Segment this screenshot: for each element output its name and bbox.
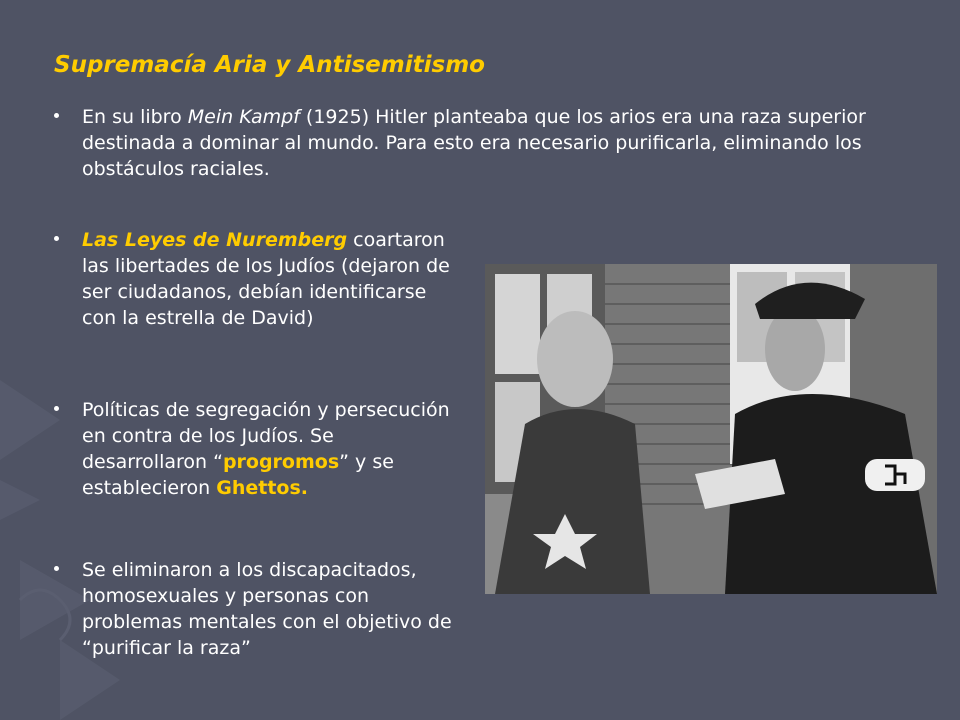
bullet-text: Políticas de segregación y persecución en contra de los Judíos. Se desarrollaron “progromos” y se establecieron Ghettos. <box>82 399 450 499</box>
nuremberg-laws-highlight: Las Leyes de Nuremberg <box>82 229 348 251</box>
bullet-dot <box>54 113 59 118</box>
bullet-dot <box>54 406 59 411</box>
bullet-segregation <box>54 397 454 501</box>
bullet-mein-kampf <box>54 104 914 182</box>
slide-title: Supremacía Aria y Antisemitismo <box>54 52 485 78</box>
bullet-text: Las Leyes de Nuremberg coartaron las libertades de los Judíos (dejaron de ser ciudadanos, debían identificarse con la estrella de David) <box>82 229 450 329</box>
bullet-text: En su libro Mein Kampf (1925) Hitler planteaba que los arios era una raza superior destinada a dominar al mundo. Para esto era necesario purificarla, eliminando los obstáculos raciales. <box>82 106 866 180</box>
bullet-nuremberg-laws <box>54 227 454 331</box>
bullet-text: Se eliminaron a los discapacitados, homosexuales y personas con problemas mentales con el objetivo de “purificar la raza” <box>82 559 452 659</box>
ghettos-highlight: Ghettos. <box>216 477 308 499</box>
book-title: Mein Kampf <box>187 106 300 128</box>
bullet-elimination <box>54 557 454 661</box>
bullet-dot <box>54 566 59 571</box>
progromos-highlight: progromos <box>222 451 340 473</box>
bullet-dot <box>54 236 59 241</box>
historical-photo <box>485 264 937 594</box>
historical-photo-icon <box>485 264 937 594</box>
